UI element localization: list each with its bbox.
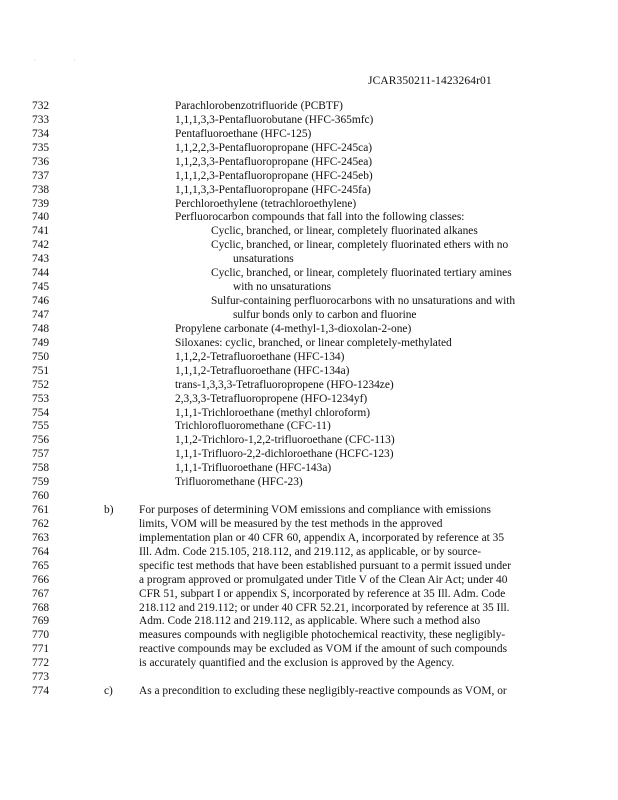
document-line (0, 601, 618, 615)
line-number: 756 (32, 434, 50, 447)
document-line (0, 517, 618, 531)
document-line (0, 238, 618, 252)
line-text: 1,1,1-Trifluoroethane (HFC-143a) (175, 462, 332, 475)
line-text: Ill. Adm. Code 215.105, 218.112, and 219.112, as applicable, or by source- (139, 545, 482, 558)
line-text: Pentafluoroethane (HFC-125) (175, 127, 312, 140)
line-text: Adm. Code 218.112 and 219.112, as applicable. Where such a method also (139, 615, 481, 628)
line-text: As a precondition to excluding these negligibly-reactive compounds as VOM, or (139, 685, 507, 698)
document-line (0, 280, 618, 294)
line-number: 771 (32, 643, 50, 656)
document-line (0, 406, 618, 420)
line-text: 1,1,1,2-Tetrafluoroethane (HFC-134a) (175, 364, 350, 377)
line-number: 741 (32, 225, 50, 238)
document-line (0, 461, 618, 475)
line-number: 755 (32, 420, 50, 433)
line-number: 759 (32, 476, 50, 489)
line-text: 218.112 and 219.112; or under 40 CFR 52.21, incorporated by reference at 35 Ill. (139, 601, 510, 614)
line-number: 753 (32, 392, 50, 405)
document-line (0, 350, 618, 364)
line-number: 743 (32, 253, 50, 266)
line-text: Trifluoromethane (HFC-23) (175, 476, 303, 489)
document-line (0, 656, 618, 670)
line-number: 764 (32, 545, 50, 558)
document-line (0, 419, 618, 433)
document-line (0, 587, 618, 601)
line-text: sulfur bonds only to carbon and fluorine (233, 308, 417, 321)
line-number: 745 (32, 281, 50, 294)
document-line (0, 545, 618, 559)
document-line (0, 378, 618, 392)
line-number: 742 (32, 239, 50, 252)
line-text: Cyclic, branched, or linear, completely fluorinated alkanes (211, 225, 478, 238)
line-text: implementation plan or 40 CFR 60, appendix A, incorporated by reference at 35 (139, 531, 505, 544)
line-number: 738 (32, 183, 50, 196)
line-number: 765 (32, 559, 50, 572)
line-text: Propylene carbonate (4-methyl-1,3-dioxolan-2-one) (175, 322, 412, 335)
line-number: 766 (32, 573, 50, 586)
document-line (0, 197, 618, 211)
line-number: 758 (32, 462, 50, 475)
line-number: 734 (32, 127, 50, 140)
line-text: trans-1,3,3,3-Tetrafluoropropene (HFO-1234ze) (175, 378, 394, 391)
document-line (0, 628, 618, 642)
line-text: 1,1,1,2,3-Pentafluoropropane (HFC-245eb) (175, 169, 373, 182)
document-line (0, 266, 618, 280)
document-line (0, 294, 618, 308)
line-text: For purposes of determining VOM emissions and compliance with emissions (139, 504, 491, 516)
line-number: 772 (32, 657, 50, 670)
line-text: 1,1,2-Trichloro-1,2,2-trifluoroethane (CFC-113) (175, 434, 395, 447)
line-number: 749 (32, 336, 50, 349)
line-text: 1,1,1-Trichloroethane (methyl chloroform) (175, 406, 371, 419)
line-number: 773 (32, 671, 50, 684)
subsection-marker: c) (104, 685, 113, 698)
line-text: CFR 51, subpart I or appendix S, incorporated by reference at 35 Ill. Adm. Code (139, 587, 506, 600)
line-number: 769 (32, 615, 50, 628)
line-text: 1,1,1,3,3-Pentafluorobutane (HFC-365mfc) (175, 113, 374, 126)
line-number: 737 (32, 169, 50, 182)
line-number: 746 (32, 295, 50, 307)
document-line (0, 99, 618, 113)
document-line (0, 489, 618, 503)
document-line (0, 210, 618, 224)
document-line (0, 614, 618, 628)
line-text: Cyclic, branched, or linear, completely fluorinated tertiary amines (211, 267, 512, 280)
document-line (0, 642, 618, 656)
line-number: 744 (32, 267, 50, 280)
line-text: a program approved or promulgated under Title V of the Clean Air Act; under 40 (139, 573, 508, 586)
line-text: Sulfur-containing perfluorocarbons with no unsaturations and with (211, 295, 516, 307)
line-number: 751 (32, 364, 50, 377)
document-line (0, 308, 618, 322)
line-text: 2,3,3,3-Tetrafluoropropene (HFO-1234yf) (175, 392, 368, 405)
line-number: 735 (32, 141, 50, 154)
line-text: reactive compounds may be excluded as VOM if the amount of such compounds (139, 643, 507, 656)
line-number: 767 (32, 587, 50, 600)
line-text: specific test methods that have been established pursuant to a permit issued under (139, 559, 511, 572)
line-text: 1,1,1-Trifluoro-2,2-dichloroethane (HCFC-123) (175, 448, 394, 461)
line-number: 747 (32, 308, 50, 321)
document-line (0, 336, 618, 350)
line-number: 770 (32, 629, 50, 642)
document-line (0, 503, 618, 517)
line-number: 774 (32, 685, 50, 698)
line-text: Perfluorocarbon compounds that fall into the following classes: (175, 211, 465, 224)
document-line (0, 433, 618, 447)
document-line (0, 252, 618, 266)
line-text: Siloxanes: cyclic, branched, or linear completely-methylated (175, 336, 452, 349)
line-number: 740 (32, 211, 50, 224)
line-text: 1,1,2,2-Tetrafluoroethane (HFC-134) (175, 350, 345, 363)
document-line (0, 573, 618, 587)
line-text: Trichlorofluoromethane (CFC-11) (175, 420, 331, 433)
document-line (0, 155, 618, 169)
document-line (0, 224, 618, 238)
line-text: Parachlorobenzotrifluoride (PCBTF) (175, 100, 343, 112)
line-number: 757 (32, 448, 50, 461)
document-line (0, 141, 618, 155)
line-number: 754 (32, 406, 50, 419)
line-text: with no unsaturations (233, 281, 332, 294)
subsection-marker: b) (104, 504, 114, 516)
document-line (0, 684, 618, 698)
scan-artifact-dots: · · (34, 58, 94, 64)
line-text: unsaturations (233, 253, 294, 266)
document-line (0, 364, 618, 378)
line-number: 760 (32, 490, 50, 502)
line-text: measures compounds with negligible photochemical reactivity, these negligibly- (139, 629, 506, 642)
line-number: 748 (32, 322, 50, 335)
line-number: 750 (32, 350, 50, 363)
document-line (0, 559, 618, 573)
line-text: 1,1,2,2,3-Pentafluoropropane (HFC-245ca) (175, 141, 373, 154)
document-line (0, 475, 618, 489)
line-text: Perchloroethylene (tetrachloroethylene) (175, 197, 357, 210)
document-line (0, 670, 618, 684)
line-text: 1,1,2,3,3-Pentafluoropropane (HFC-245ea) (175, 155, 373, 168)
document-line (0, 169, 618, 183)
line-number: 736 (32, 155, 50, 168)
document-line (0, 113, 618, 127)
document-line (0, 392, 618, 406)
document-line (0, 322, 618, 336)
line-text: is accurately quantified and the exclusion is approved by the Agency. (139, 657, 455, 670)
line-number: 752 (32, 378, 50, 391)
document-id: JCAR350211-1423264r01 (368, 75, 492, 87)
line-number: 761 (32, 504, 50, 516)
document-line (0, 183, 618, 197)
line-number: 763 (32, 531, 50, 544)
line-number: 739 (32, 197, 50, 210)
document-line (0, 447, 618, 461)
line-text: 1,1,1,3,3-Pentafluoropropane (HFC-245fa) (175, 183, 371, 196)
document-line (0, 531, 618, 545)
line-text: Cyclic, branched, or linear, completely fluorinated ethers with no (211, 239, 509, 252)
line-number: 733 (32, 113, 50, 126)
line-number: 732 (32, 100, 50, 112)
line-number: 768 (32, 601, 50, 614)
line-text: limits, VOM will be measured by the test methods in the approved (139, 517, 443, 530)
line-number: 762 (32, 517, 50, 530)
document-line (0, 127, 618, 141)
